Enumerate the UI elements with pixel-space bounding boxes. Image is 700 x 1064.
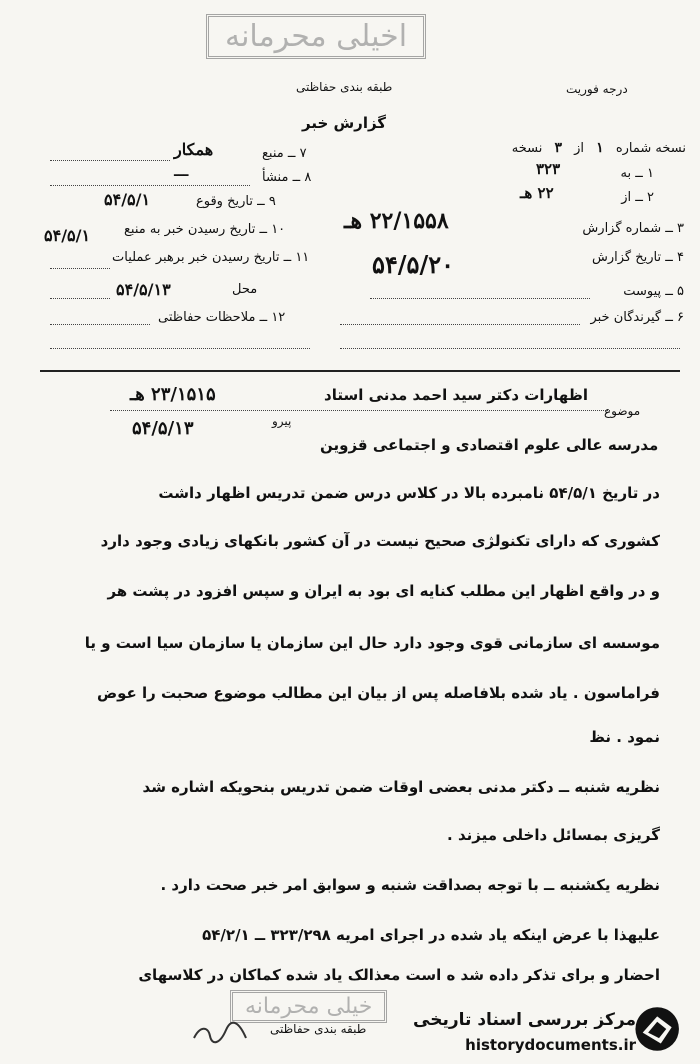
notes-label: ۱۲ ــ ملاحظات حفاظتی — [158, 310, 286, 325]
body-line: نظریه یکشنبه ــ با توجه بصداقت شنبه و سوابق امر خبر صحت دارد . — [160, 876, 660, 894]
subject-label: موضوع — [604, 404, 641, 418]
report-date-label: ۴ ــ تاریخ گزارش — [592, 250, 684, 265]
body-line: علیهذا با عرض اینکه یاد شده در اجرای امریه ۳۲۳/۲۹۸ ــ ۵۴/۲/۱ — [202, 926, 660, 944]
body-line: نمود . نظ — [589, 728, 660, 746]
attachment-label: ۵ ــ پیوست — [623, 284, 684, 299]
copy-of: از — [574, 141, 585, 156]
body-line: موسسه ای سازمانی قوی وجود دارد حال این سازمان یا سازمان سیا است و یا — [84, 634, 660, 652]
section-divider — [40, 370, 680, 372]
copy-total: ۳ — [554, 140, 562, 156]
copy-label: نسخه شماره — [615, 141, 686, 156]
source-value: همکار — [174, 140, 214, 159]
recipients-dots-2 — [340, 348, 680, 349]
place-label: محل — [232, 282, 258, 297]
institution-text: مدرسه عالی علوم اقتصادی و اجتماعی قزوین — [320, 436, 659, 454]
from-label: ۲ ــ از — [621, 190, 654, 205]
report-date-value: ۵۴/۵/۲۰ — [372, 250, 454, 279]
archive-name: مرکز بررسی اسناد تاریخی — [413, 1010, 636, 1030]
follow-date: ۵۴/۵/۱۳ — [132, 418, 194, 439]
copy-value: ۱ — [596, 140, 604, 156]
copy-word: نسخه — [511, 141, 543, 156]
subject-text: اظهارات دکتر سید احمد مدنی استاد — [324, 386, 588, 404]
body-line: کشوری که دارای تکنولژی صحیح نیست در آن کشور بانکهای زیادی وجود دارد — [100, 532, 660, 550]
date-received-ops-label: ۱۱ ــ تاریخ رسیدن خبر برهبر عملیات — [112, 250, 310, 265]
body-line: و در واقع اظهار این مطلب کنایه ای بود به ایران و سپس افزود در پشت هر — [107, 582, 660, 600]
recipients-dots — [340, 324, 580, 325]
urgency-label: درجه فوریت — [566, 82, 628, 96]
report-number-value: ۲۲/۱۵۵۸ هـ — [344, 208, 449, 234]
subject-ref-number: ۲۳/۱۵۱۵ هـ — [130, 384, 216, 405]
notes-dots-2 — [50, 348, 310, 349]
from-value: ۲۲ هـ — [520, 184, 554, 202]
footer-classification-label: طبقه بندی حفاظتی — [270, 1022, 367, 1036]
origin-dots — [50, 185, 250, 186]
recipients-label: ۶ ــ گیرندگان خبر — [590, 310, 684, 325]
bottom-classification-stamp: خیلی محرمانه — [230, 990, 387, 1023]
body-line: فراماسون . یاد شده بلافاصله پس از بیان این مطالب موضوع صحبت را عوض — [96, 684, 660, 702]
follow-label: پیرو — [272, 414, 292, 428]
notes-dots — [50, 324, 150, 325]
archive-logo-icon — [630, 1002, 688, 1056]
date-occurrence-value: ۵۴/۵/۱ — [104, 190, 151, 209]
body-line: در تاریخ ۵۴/۵/۱ نامبرده بالا در کلاس درس ضمن تدریس اظهار داشت — [158, 484, 660, 502]
place-value: ۵۴/۵/۱۳ — [116, 280, 171, 299]
to-value: ۳۲۳ — [536, 160, 561, 178]
source-label: ۷ ــ منبع — [262, 146, 307, 161]
top-classification-stamp: اخیلی محرمانه — [206, 14, 426, 59]
archive-url: historydocuments.ir — [465, 1036, 636, 1054]
body-line: نظریه شنبه ــ دکتر مدنی بعضی اوقات ضمن تدریس بنحویکه اشاره شد — [142, 778, 660, 796]
body-line: گریزی بمسائل داخلی میزند . — [447, 826, 660, 844]
to-label: ۱ ــ به — [620, 166, 654, 181]
date-received-source-label: ۱۰ ــ تاریخ رسیدن خبر به منبع — [124, 222, 286, 237]
attachment-dots — [370, 298, 590, 299]
form-title: گزارش خبر — [302, 114, 387, 132]
classification-label: طبقه بندی حفاظتی — [296, 80, 393, 94]
source-dots — [50, 160, 170, 161]
copy-number-row — [512, 140, 686, 156]
signature-scribble — [190, 1020, 250, 1046]
ops-dots — [50, 268, 110, 269]
place-dots — [50, 298, 110, 299]
date-occurrence-label: ۹ ــ تاریخ وقوع — [196, 194, 276, 209]
body-line: احضار و برای تذکر داده شد ه است معذالک یاد شده کماکان در کلاسهای — [138, 966, 660, 984]
origin-value: ـــ — [174, 164, 189, 180]
report-number-label: ۳ ــ شماره گزارش — [582, 221, 684, 236]
origin-label: ۸ ــ منشأ — [262, 170, 312, 185]
subject-dots — [110, 410, 610, 411]
date-received-source-value: ۵۴/۵/۱ — [44, 226, 91, 245]
